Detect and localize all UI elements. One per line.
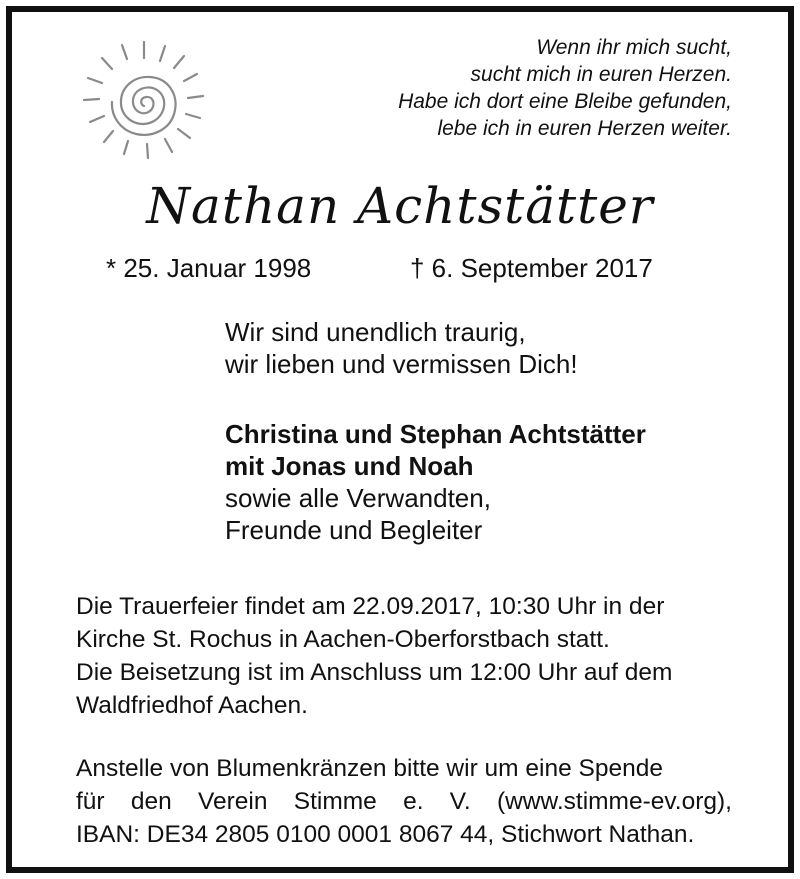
service-line: Die Beisetzung ist im Anschluss um 12:00 Uhr auf dem: [76, 659, 673, 686]
service-line: Die Trauerfeier findet am 22.09.2017, 10:30 Uhr in der: [76, 593, 665, 620]
donation-word: e.: [403, 788, 424, 815]
birth-date: * 25. Januar 1998: [106, 253, 312, 283]
obituary-frame: [6, 6, 794, 873]
donation-website: (www.stimme-ev.org),: [496, 788, 732, 815]
poem-line: lebe ich in euren Herzen weiter.: [437, 117, 732, 140]
poem-line: sucht mich in euren Herzen.: [470, 63, 732, 86]
donation-line-justified: [76, 785, 732, 818]
donation-word: Stimme: [293, 788, 377, 815]
poem-block: [372, 34, 732, 142]
donation-iban-line: IBAN: DE34 2805 0100 0001 8067 44, Stichwort Nathan.: [76, 821, 695, 848]
service-info: [76, 590, 732, 722]
poem-line: Habe ich dort eine Bleibe gefunden,: [398, 90, 732, 113]
family-name-line: Christina und Stephan Achtstätter: [225, 419, 646, 449]
spiral-sun-icon: [70, 34, 220, 174]
service-line: Waldfriedhof Aachen.: [76, 692, 308, 719]
donation-line: Anstelle von Blumenkränzen bitte wir um eine Spende: [76, 755, 663, 782]
donation-word: Verein: [198, 788, 268, 815]
family-signature: [225, 418, 646, 546]
mourning-message: [225, 316, 578, 380]
deceased-name: Nathan Achtstätter: [146, 177, 654, 235]
death-date: † 6. September 2017: [410, 253, 653, 283]
donation-word: den: [130, 788, 172, 815]
service-line: Kirche St. Rochus in Aachen-Oberforstbach statt.: [76, 626, 610, 653]
mourning-line: Wir sind unendlich traurig,: [225, 317, 526, 347]
family-line: sowie alle Verwandten,: [225, 483, 491, 513]
family-name-line: mit Jonas und Noah: [225, 451, 474, 481]
donation-word: für: [76, 788, 105, 815]
family-line: Freunde und Begleiter: [225, 515, 483, 545]
donation-word: V.: [449, 788, 471, 815]
mourning-line: wir lieben und vermissen Dich!: [225, 349, 578, 379]
donation-info: [76, 752, 732, 851]
obituary-content: [12, 12, 788, 867]
poem-line: Wenn ihr mich sucht,: [536, 36, 732, 59]
